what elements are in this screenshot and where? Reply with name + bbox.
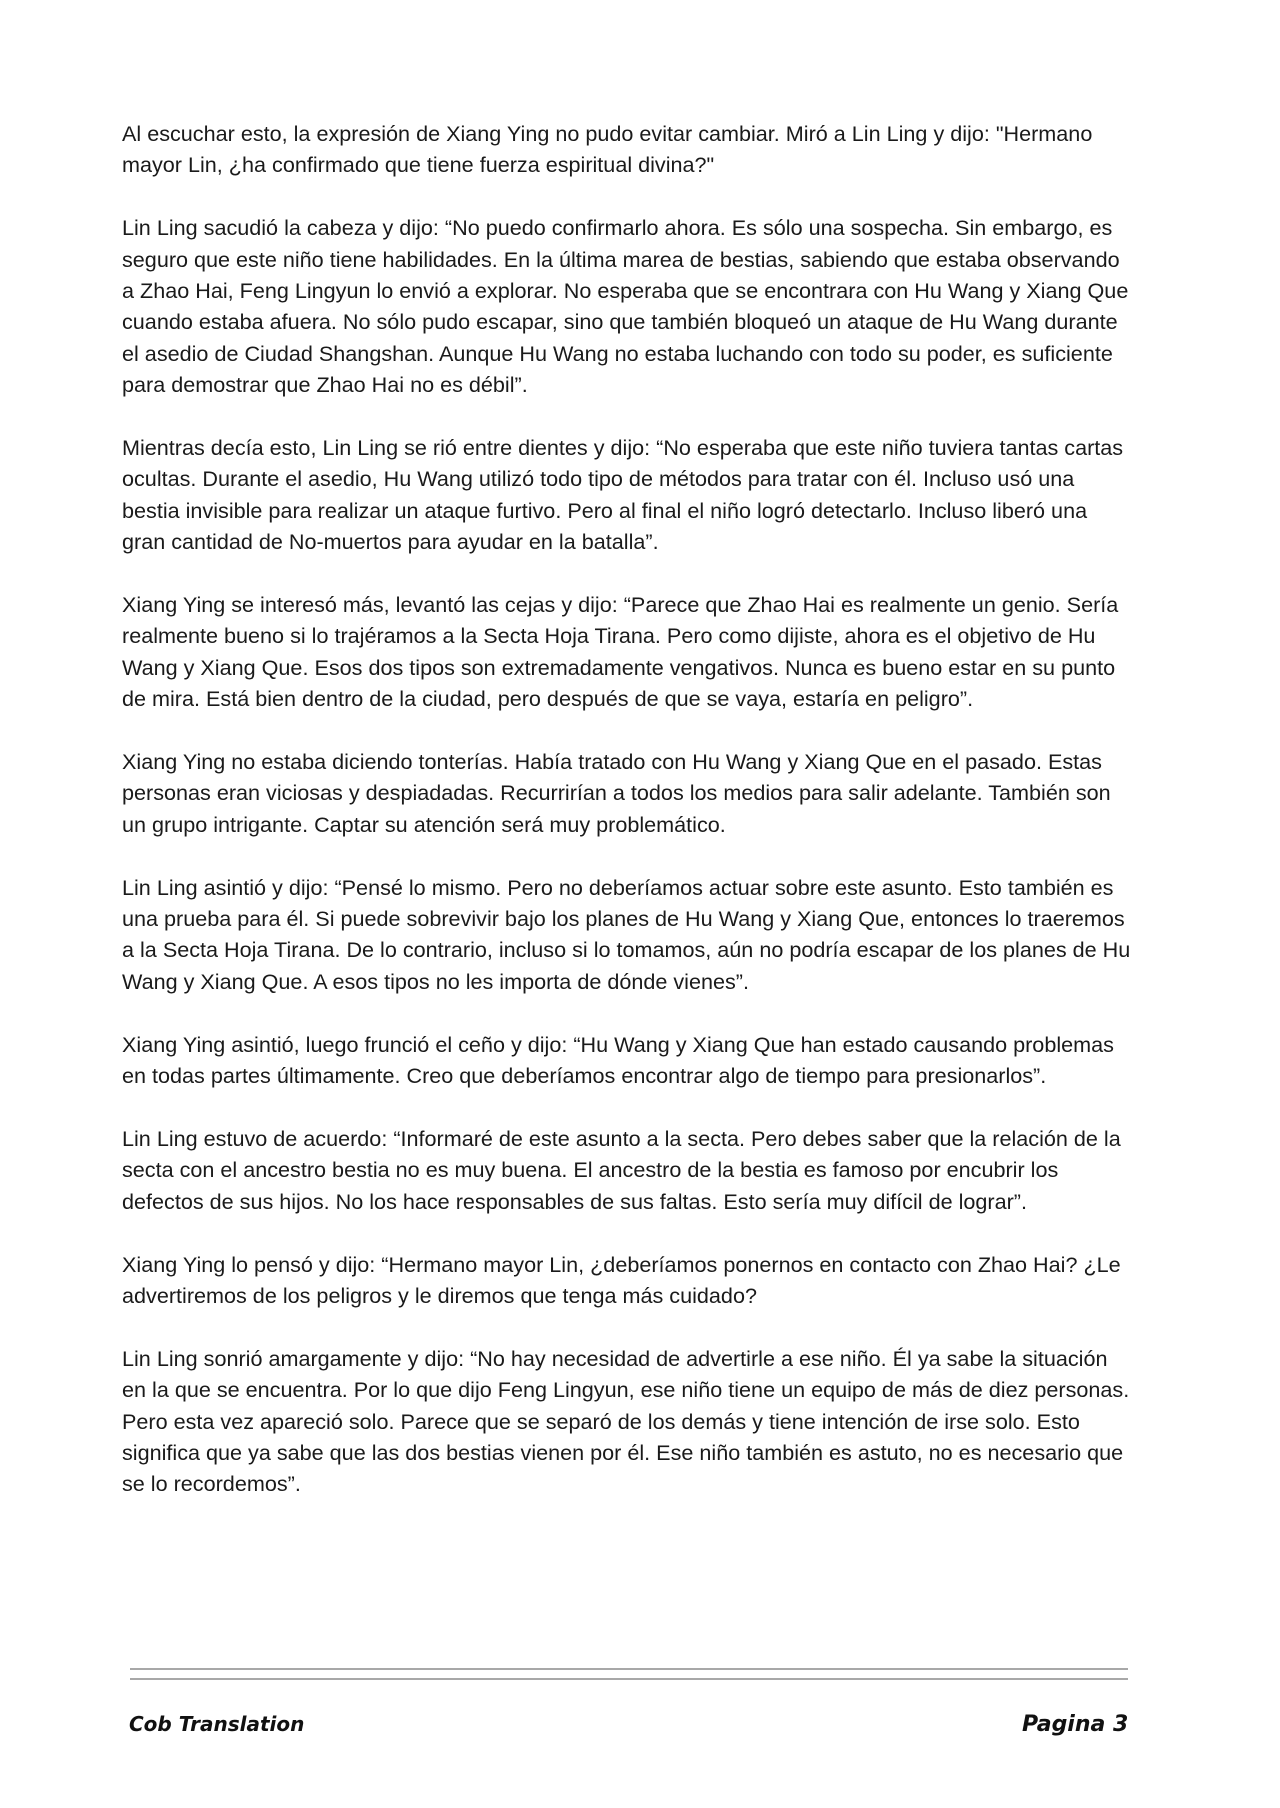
paragraph: Al escuchar esto, la expresión de Xiang Ying no pudo evitar cambiar. Miró a Lin Ling y dijo: "Hermano mayor Lin, ¿ha confirmado que tiene fuerza espiritual divina?" [122,121,1093,178]
paragraph: Mientras decía esto, Lin Ling se rió entre dientes y dijo: “No esperaba que este niño tuviera tantas cartas ocultas. Durante el asedio, Hu Wang utilizó todo tipo de métodos para tratar con él. Incluso usó una bestia invisible para realizar un ataque furtivo. Pero al final el niño logró detectarlo. Incluso liberó una gran cantidad de No-muertos para ayudar en la batalla”. [122,435,1124,555]
paragraph: Lin Ling sacudió la cabeza y dijo: “No puedo confirmarlo ahora. Es sólo una sospecha. Sin embargo, es seguro que este niño tiene habilidades. En la última marea de bestias, sabiendo que estaba observando a Zhao Hai, Feng Lingyun lo envió a explorar. No esperaba que se encontrara con Hu Wang y Xiang Que cuando estaba afuera. No sólo pudo escapar, sino que también bloqueó un ataque de Hu Wang durante el asedio de Ciudad Shangshan. Aunque Hu Wang no estaba luchando con todo su poder, es suficiente para demostrar que Zhao Hai no es débil”. [122,215,1129,398]
paragraph: Lin Ling asintió y dijo: “Pensé lo mismo. Pero no deberíamos actuar sobre este asunto. Esto también es una prueba para él. Si puede sobrevivir bajo los planes de Hu Wang y Xiang Que, entonces lo traeremos a la Secta Hoja Tirana. De lo contrario, incluso si lo tomamos, aún no podría escapar de los planes de Hu Wang y Xiang Que. A esos tipos no les importa de dónde vienes”. [122,874,1131,994]
paragraph: Xiang Ying asintió, luego frunció el ceño y dijo: “Hu Wang y Xiang Que han estado causando problemas en todas partes últimamente. Creo que deberíamos encontrar algo de tiempo para presionarlos”. [122,1031,1114,1089]
paragraph: Lin Ling sonrió amargamente y dijo: “No hay necesidad de advertirle a ese niño. Él ya sabe la situación en la que se encuentra. Por lo que dijo Feng Lingyun, ese niño tiene un equipo de más de diez personas. Pero esta vez apareció solo. Parece que se separó de los demás y tiene intención de irse solo. Esto significa que ya sabe que las dos bestias vienen por él. Ese niño también es astuto, no es necesario que se lo recordemos”. [122,1345,1130,1497]
footer-divider-bottom [130,1678,1128,1680]
paragraph: Lin Ling estuvo de acuerdo: “Informaré de este asunto a la secta. Pero debes saber que la relación de la secta con el ancestro bestia no es muy buena. El ancestro de la bestia es famoso por encubrir los defectos de sus hijos. No los hace responsables de sus faltas. Esto sería muy difícil de lograr”. [122,1125,1121,1214]
page-body [122,118,1132,1500]
footer-translator-credit: Cob Translation [129,1712,305,1736]
footer-page-number: Pagina 3 [1022,1712,1129,1737]
footer-divider-top [130,1668,1128,1670]
paragraph: Xiang Ying no estaba diciendo tonterías. Había tratado con Hu Wang y Xiang Que en el pasado. Estas personas eran viciosas y despiadadas. Recurrirían a todos los medios para salir adelante. También son un grupo intrigante. Captar su atención será muy problemático. [122,749,1111,837]
paragraph: Xiang Ying se interesó más, levantó las cejas y dijo: “Parece que Zhao Hai es realmente un genio. Sería realmente bueno si lo trajéramos a la Secta Hoja Tirana. Pero como dijiste, ahora es el objetivo de Hu Wang y Xiang Que. Esos dos tipos son extremadamente vengativos. Nunca es bueno estar en su punto de mira. Está bien dentro de la ciudad, pero después de que se vaya, estaría en peligro”. [122,592,1119,712]
paragraph: Xiang Ying lo pensó y dijo: “Hermano mayor Lin, ¿deberíamos ponernos en contacto con Zhao Hai? ¿Le advertiremos de los peligros y le diremos que tenga más cuidado? [122,1251,1121,1308]
